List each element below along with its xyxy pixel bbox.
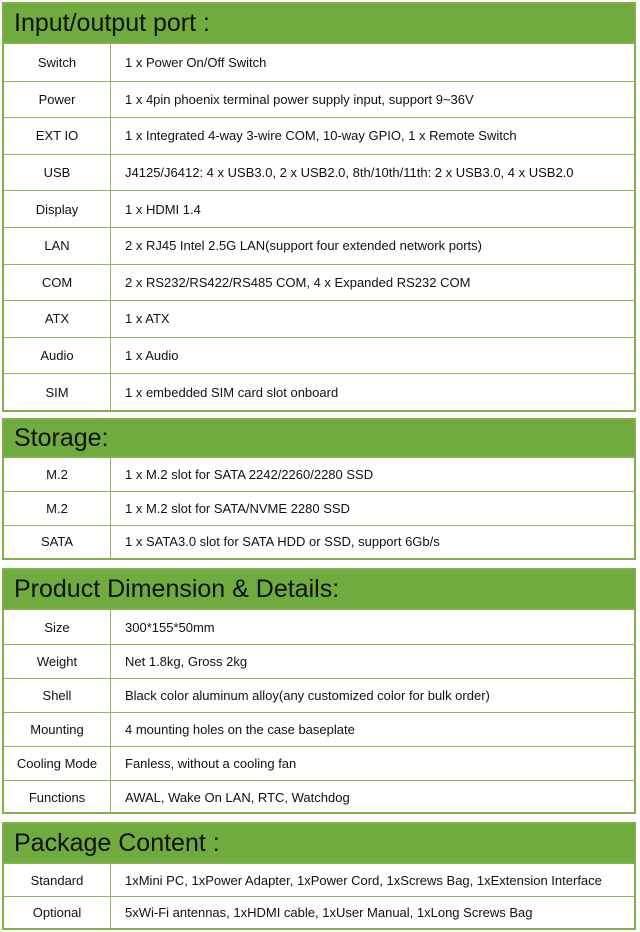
row-label: ATX [4,301,111,337]
row-value: Fanless, without a cooling fan [125,756,297,771]
storage-section [2,418,636,560]
row-value: 1 x 4pin phoenix terminal power supply input, support 9~36V [125,91,474,107]
table-row [4,780,634,814]
row-value: 1 x Integrated 4-way 3-wire COM, 10-way GPIO, 1 x Remote Switch [125,128,517,144]
table-row [4,864,634,896]
row-value: 1 x ATX [125,311,170,327]
row-label: EXT IO [4,118,111,154]
row-value: 2 x RS232/RS422/RS485 COM, 4 x Expanded RS232 COM [125,274,471,290]
row-value: 300*155*50mm [125,619,215,635]
row-value: 1 x M.2 slot for SATA/NVME 2280 SSD [125,500,350,516]
row-value: AWAL, Wake On LAN, RTC, Watchdog [125,790,350,805]
table-row [4,712,634,746]
row-value: 1 x SATA3.0 slot for SATA HDD or SSD, support 6Gb/s [125,534,440,550]
section-title: Input/output port : [4,4,634,44]
row-value: Net 1.8kg, Gross 2kg [125,654,248,669]
row-value: 2 x RJ45 Intel 2.5G LAN(support four extended network ports) [125,238,482,254]
row-value: Black color aluminum alloy(any customized color for bulk order) [125,688,490,703]
row-value: J4125/J6412: 4 x USB3.0, 2 x USB2.0, 8th/10th/11th: 2 x USB3.0, 4 x USB2.0 [125,165,574,181]
row-label: M.2 [4,492,111,524]
table-row [4,81,634,118]
row-value: 4 mounting holes on the case baseplate [125,722,355,737]
row-value: 1 x Audio [125,348,179,364]
table-row [4,154,634,191]
table-row [4,525,634,558]
spec-table [4,458,634,558]
row-label: Shell [4,679,111,712]
row-label: Cooling Mode [4,747,111,780]
row-label: Optional [4,897,111,928]
row-label: Power [4,82,111,118]
row-label: Functions [4,781,111,814]
table-row [4,678,634,712]
table-row [4,491,634,524]
table-row [4,264,634,301]
row-value: 5xWi-Fi antennas, 1xHDMI cable, 1xUser Manual, 1xLong Screws Bag [125,905,533,920]
table-row [4,190,634,227]
row-value: 1xMini PC, 1xPower Adapter, 1xPower Cord, 1xScrews Bag, 1xExtension Interface [125,872,602,888]
row-label: COM [4,265,111,301]
io-port-section [2,2,636,412]
table-row [4,117,634,154]
spec-table [4,44,634,410]
table-row [4,458,634,491]
section-title: Storage: [4,420,634,458]
dimension-section [2,568,636,814]
table-row [4,610,634,644]
row-label: Size [4,610,111,644]
table-row [4,746,634,780]
row-label: Switch [4,44,111,81]
table-row [4,373,634,410]
spec-table [4,864,634,928]
row-value: 1 x HDMI 1.4 [125,201,201,217]
row-label: Audio [4,338,111,374]
table-row [4,44,634,81]
row-value: 1 x M.2 slot for SATA 2242/2260/2280 SSD [125,467,374,483]
table-row [4,300,634,337]
table-row [4,644,634,678]
row-label: Display [4,191,111,227]
section-title: Product Dimension & Details: [4,570,634,610]
row-label: SIM [4,374,111,410]
table-row [4,227,634,264]
row-label: M.2 [4,458,111,491]
row-label: Standard [4,864,111,896]
table-row [4,896,634,928]
row-label: Mounting [4,713,111,746]
table-row [4,337,634,374]
spec-table [4,610,634,814]
row-value: 1 x embedded SIM card slot onboard [125,384,339,400]
section-title: Package Content : [4,824,634,864]
row-label: USB [4,155,111,191]
row-label: Weight [4,645,111,678]
row-value: 1 x Power On/Off Switch [125,54,267,70]
row-label: LAN [4,228,111,264]
package-section [2,822,636,930]
row-label: SATA [4,526,111,558]
